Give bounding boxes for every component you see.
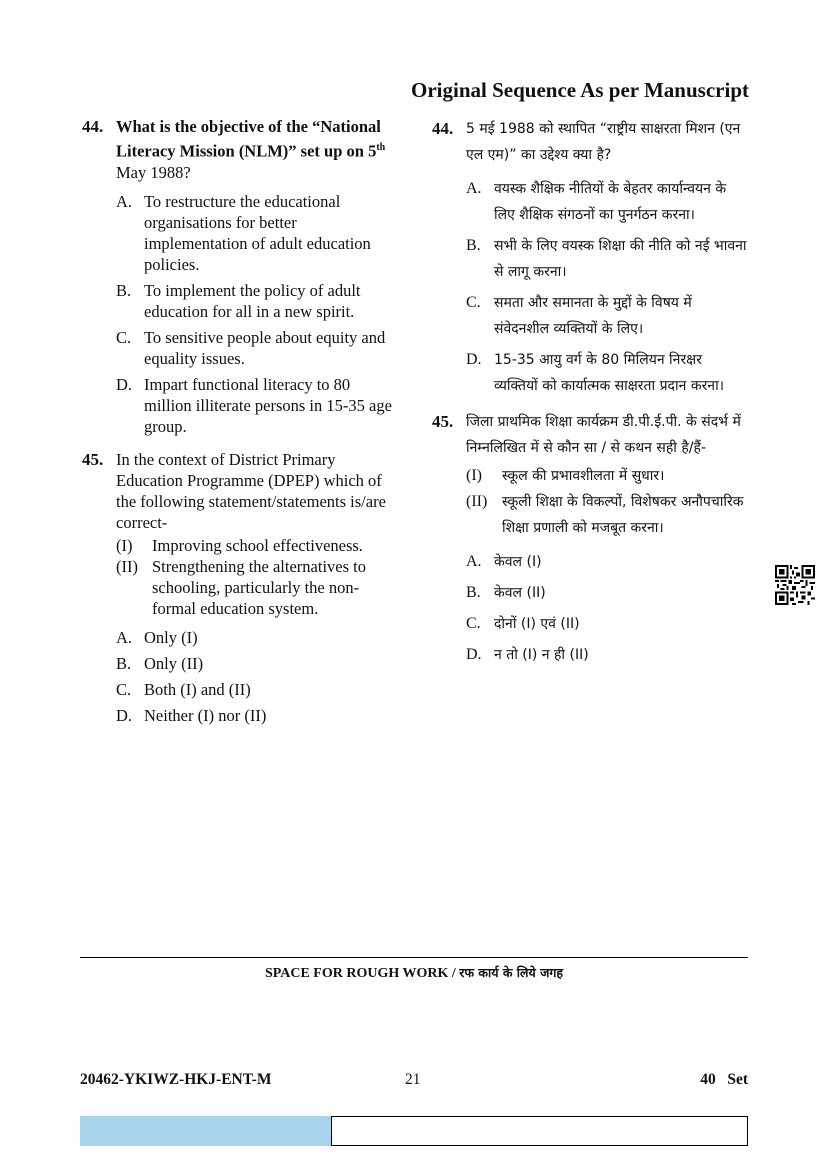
option-c[interactable] [466,290,750,342]
option-d[interactable] [466,347,750,399]
option-b[interactable] [116,653,400,674]
rough-work-label-hi: रफ कार्य के लिये जगह [459,965,564,980]
option-text: न तो (I) न ही (II) [494,647,589,663]
english-column [82,116,400,736]
option-a[interactable] [116,191,400,275]
question-stem [116,116,400,183]
question-44-hi [432,116,750,399]
option-a[interactable] [466,176,750,228]
statement-i [116,535,400,556]
options-list [116,191,400,437]
statement-i [466,463,750,489]
option-letter: A. [116,191,133,211]
option-letter: C. [116,679,132,699]
footer-answer-box [331,1116,748,1146]
option-b[interactable] [466,580,750,606]
divider-line [80,957,748,958]
question-stem: जिला प्राथमिक शिक्षा कार्यक्रम डी.पी.ई.पी. के संदर्भ में निम्नलिखित में से कौन सा / से कथन सही है/हैं- [466,414,741,456]
option-letter: C. [466,294,481,311]
option-text: सभी के लिए वयस्क शिक्षा की नीति को नई भावना से लागू करना। [494,238,747,280]
option-text: 15-35 आयु वर्ग के 80 मिलियन निरक्षर व्यक्तियों को कार्यात्मक साक्षरता प्रदान करना। [494,352,725,394]
option-b[interactable] [466,233,750,285]
question-number: 45. [82,449,104,469]
option-text: Both (I) and (II) [144,679,251,699]
option-d[interactable] [116,374,400,437]
rough-work-label [80,964,748,982]
options-list [466,549,750,668]
option-letter: D. [466,351,482,368]
option-text: दोनों (I) एवं (II) [494,616,580,632]
option-a[interactable] [116,627,400,648]
stem-superscript: th [376,142,386,153]
option-text: केवल (II) [494,585,546,601]
statement-ii [116,556,400,619]
stem-part-a: What is the objective of the “National Literacy Mission (NLM)” set up on 5 [116,117,381,161]
question-number: 44. [432,119,454,138]
section-title: Original Sequence As per Manuscript [411,78,749,102]
statement-list [116,535,400,619]
option-d[interactable] [116,705,400,726]
statement-text: Strengthening the alternatives to schooling, particularly the non-formal education system. [152,556,366,618]
statement-text: स्कूल की प्रभावशीलता में सुधार। [502,468,665,484]
option-text: To restructure the educational organisations for better implementation of adult education policies. [144,191,371,274]
statement-numeral: (II) [466,493,488,510]
options-list [116,627,400,726]
option-b[interactable] [116,280,400,322]
options-list [466,176,750,399]
option-text: Only (I) [144,627,198,647]
statement-numeral: (I) [466,467,482,484]
hindi-column [432,116,750,678]
option-letter: C. [466,615,481,632]
page-number: 21 [405,1071,421,1088]
option-text: केवल (I) [494,554,542,570]
option-letter: A. [466,180,482,197]
stem-part-b: May 1988? [116,162,191,182]
qr-code-icon [775,565,815,605]
option-letter: D. [466,646,482,663]
option-text: Impart functional literacy to 80 million illiterate persons in 15-35 age group. [144,374,392,436]
option-letter: B. [116,653,132,673]
option-text: To implement the policy of adult education for all in a new spirit. [144,280,361,321]
question-number: 44. [82,117,104,136]
rough-work-label-en: SPACE FOR ROUGH WORK / [264,966,460,981]
option-text: To sensitive people about equity and equality issues. [144,327,386,368]
statement-text: स्कूली शिक्षा के विकल्पों, विशेषकर अनौपचारिक शिक्षा प्रणाली को मजबूत करना। [502,494,744,536]
option-letter: C. [116,327,132,347]
question-stem: 5 मई 1988 को स्थापित “राष्ट्रीय साक्षरता मिशन (एन एल एम)” का उद्देश्य क्या है? [466,121,741,163]
question-stem: In the context of District Primary Education Programme (DPEP) which of the following statement/statements is/are correct- [116,449,386,532]
statement-list [466,463,750,541]
footer-color-bar [80,1116,331,1146]
set-number: 40 Set [700,1071,748,1088]
statement-text: Improving school effectiveness. [152,535,363,555]
option-letter: B. [116,280,132,300]
question-44-en [82,116,400,437]
question-number: 45. [432,412,454,431]
option-a[interactable] [466,549,750,575]
option-letter: B. [466,237,481,254]
option-text: वयस्क शैक्षिक नीतियों के बेहतर कार्यान्वयन के लिए शैक्षिक संगठनों का पुनर्गठन करना। [494,181,727,223]
option-letter: A. [116,627,133,647]
option-text: Only (II) [144,653,204,673]
statement-ii [466,489,750,541]
option-letter: D. [116,705,133,725]
option-c[interactable] [116,679,400,700]
option-letter: B. [466,584,481,601]
paper-code: 20462-YKIWZ-HKJ-ENT-M [80,1071,272,1088]
option-text: समता और समानता के मुद्दों के विषय में संवेदनशील व्यक्तियों के लिए। [494,295,692,337]
statement-numeral: (I) [116,535,133,555]
option-d[interactable] [466,642,750,668]
option-text: Neither (I) nor (II) [144,705,267,725]
question-45-hi [432,409,750,668]
option-c[interactable] [116,327,400,369]
option-letter: A. [466,553,482,570]
option-c[interactable] [466,611,750,637]
statement-numeral: (II) [116,556,138,576]
question-45-en [82,449,400,726]
option-letter: D. [116,374,133,394]
